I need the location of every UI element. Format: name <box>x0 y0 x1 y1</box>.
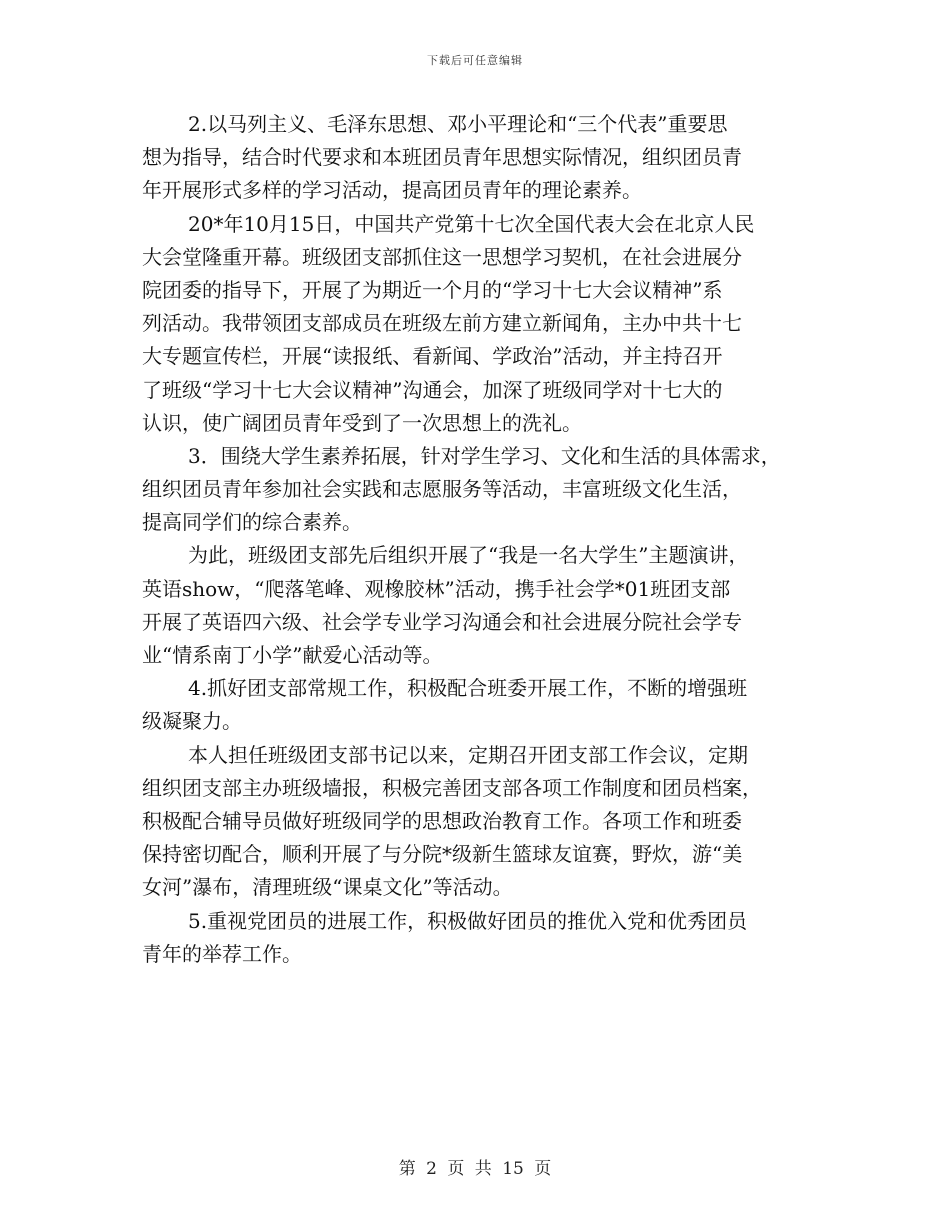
text-line: 2.以马列主义、毛泽东思想、邓小平理论和“三个代表”重要思 <box>188 112 728 136</box>
text-line: 组织团支部主办班级墙报，积极完善团支部各项工作制度和团员档案， <box>142 775 762 800</box>
text-line: 5.重视党团员的进展工作，积极做好团员的推优入党和优秀团员 <box>188 908 748 933</box>
text-line: 积极配合辅导员做好班级同学的思想政治教育工作。各项工作和班委 <box>142 808 742 833</box>
text-line: 级凝聚力。 <box>142 709 242 734</box>
text-line: 组织团员青年参加社会实践和志愿服务等活动，丰富班级文化生活， <box>142 477 742 502</box>
text-line: 列活动。我带领团支部成员在班级左前方建立新闻角，主办中共十七 <box>142 311 742 336</box>
text-line: 大专题宣传栏，开展“读报纸、看新闻、学政治”活动，并主持召开 <box>142 344 723 369</box>
page-header: 下载后可任意编辑 <box>427 54 523 67</box>
text-line: 20*年10月15日，中国共产党第十七次全国代表大会在北京人民 <box>188 211 755 236</box>
text-line: 4.抓好团支部常规工作，积极配合班委开展工作，不断的增强班 <box>188 676 748 701</box>
text-line: 本人担任班级团支部书记以来，定期召开团支部工作会议，定期 <box>188 742 748 767</box>
text-line: 认识，使广阔团员青年受到了一次思想上的洗礼。 <box>142 410 582 435</box>
text-line: 3．围绕大学生素养拓展，针对学生学习、文化和生活的具体需求， <box>188 443 781 468</box>
text-line: 业“情系南丁小学”献爱心活动等。 <box>142 643 443 667</box>
text-line: 了班级“学习十七大会议精神”沟通会，加深了班级同学对十七大的 <box>142 377 723 402</box>
text-line: 大会堂隆重开幕。班级团支部抓住这一思想学习契机，在社会进展分 <box>142 244 742 269</box>
text-line: 为此，班级团支部先后组织开展了“我是一名大学生”主题演讲， <box>188 543 749 568</box>
text-line: 提高同学们的综合素养。 <box>142 510 362 535</box>
text-line: 英语show，“爬落笔峰、观橡胶林”活动，携手社会学*01班团支部 <box>142 576 731 601</box>
text-line: 院团委的指导下，开展了为期近一个月的“学习十七大会议精神”系 <box>142 277 723 302</box>
text-line: 年开展形式多样的学习活动，提高团员青年的理论素养。 <box>142 178 642 203</box>
page-footer: 第 2 页 共 15 页 <box>398 1159 552 1179</box>
text-line: 青年的举荐工作。 <box>142 941 302 966</box>
document-body <box>142 108 842 971</box>
text-line: 女河”瀑布，清理班级“课桌文化”等活动。 <box>142 875 513 900</box>
text-line: 想为指导，结合时代要求和本班团员青年思想实际情况，组织团员青 <box>142 145 742 170</box>
text-line: 开展了英语四六级、社会学专业学习沟通会和社会进展分院社会学专 <box>142 609 742 634</box>
text-line: 保持密切配合，顺利开展了与分院*级新生篮球友谊赛，野炊，游“美 <box>142 842 743 867</box>
